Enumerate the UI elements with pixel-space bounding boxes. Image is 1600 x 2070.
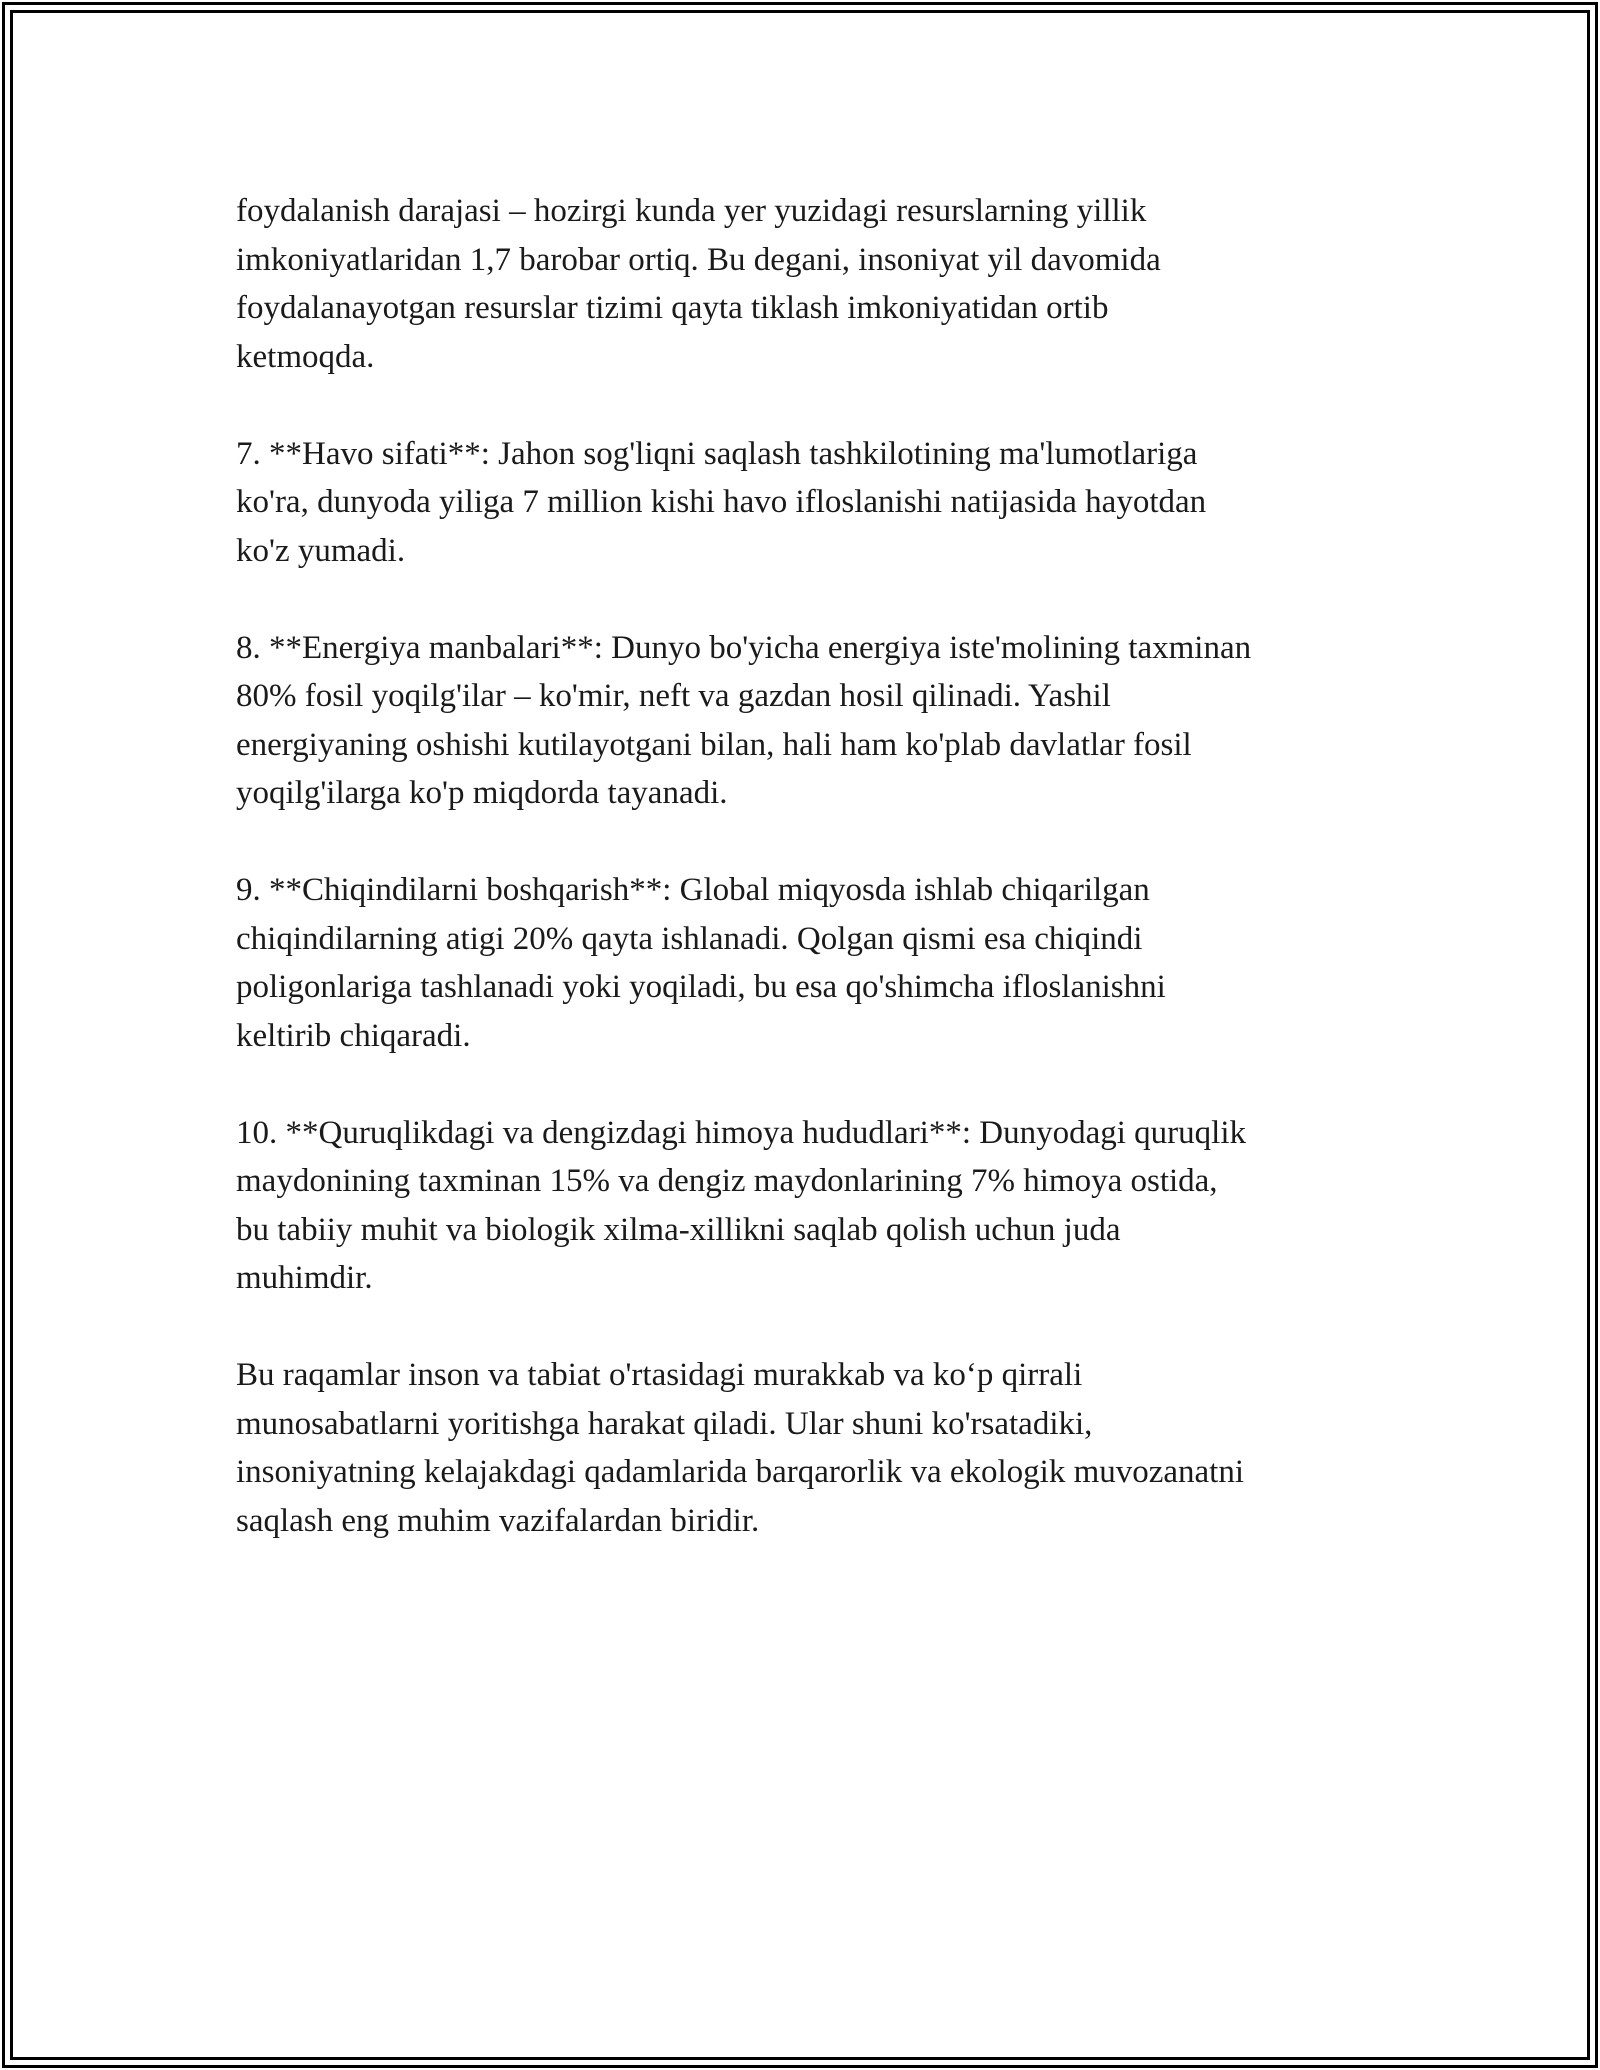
text-line: imkoniyatlaridan 1,7 barobar ortiq. Bu degani, insoniyat yil davomida <box>236 241 1161 278</box>
text-line: poligonlariga tashlanadi yoki yoqiladi, bu esa qo'shimcha ifloslanishni <box>236 969 1166 1005</box>
text-line: 10. **Quruqlikdagi va dengizdagi himoya hududlari**: Dunyodagi quruqlik <box>236 1114 1246 1151</box>
text-line: saqlash eng muhim vazifalardan biridir. <box>236 1502 760 1539</box>
text-line: insoniyatning kelajakdagi qadamlarida barqarorlik va ekologik muvozanatni <box>236 1454 1245 1490</box>
text-line: 9. **Chiqindilarni boshqarish**: Global miqyosda ishlab chiqarilgan <box>236 872 1150 908</box>
text-line: maydonining taxminan 15% va dengiz maydonlarining 7% himoya ostida, <box>236 1163 1218 1199</box>
paragraph-energy-sources <box>236 624 1376 818</box>
paragraph-waste-management <box>236 866 1376 1060</box>
paragraph-protected-areas <box>236 1109 1376 1303</box>
paragraph-air-quality <box>236 430 1376 576</box>
text-line: yoqilg'ilarga ko'p miqdorda tayanadi. <box>236 775 728 811</box>
text-line: bu tabiiy muhit va biologik xilma-xillikni saqlab qolish uchun juda <box>236 1211 1121 1248</box>
text-line: chiqindilarning atigi 20% qayta ishlanadi. Qolgan qismi esa chiqindi <box>236 920 1143 957</box>
paragraph-conclusion <box>236 1351 1376 1545</box>
text-line: munosabatlarni yoritishga harakat qiladi. Ular shuni ko'rsatadiki, <box>236 1405 1093 1442</box>
document-body <box>236 187 1376 1594</box>
text-line: ketmoqda. <box>236 338 375 375</box>
text-line: Bu raqamlar inson va tabiat o'rtasidagi murakkab va ko‘p qirrali <box>236 1357 1083 1393</box>
text-line: muhimdir. <box>236 1260 373 1296</box>
text-line: foydalanayotgan resurslar tizimi qayta tiklash imkoniyatidan ortib <box>236 290 1109 326</box>
text-line: 7. **Havo sifati**: Jahon sog'liqni saqlash tashkilotining ma'lumotlariga <box>236 435 1198 472</box>
text-line: keltirib chiqaradi. <box>236 1017 471 1054</box>
text-line: 8. **Energiya manbalari**: Dunyo bo'yicha energiya iste'molining taxminan <box>236 629 1252 666</box>
text-line: energiyaning oshishi kutilayotgani bilan, hali ham ko'plab davlatlar fosil <box>236 726 1192 763</box>
text-line: ko'ra, dunyoda yiliga 7 million kishi havo ifloslanishi natijasida hayotdan <box>236 484 1207 520</box>
paragraph-resource-usage <box>236 187 1376 381</box>
text-line: foydalanish darajasi – hozirgi kunda yer yuzidagi resurslarning yillik <box>236 193 1147 229</box>
text-line: 80% fosil yoqilg'ilar – ko'mir, neft va gazdan hosil qilinadi. Yashil <box>236 678 1111 714</box>
text-line: ko'z yumadi. <box>236 532 406 569</box>
